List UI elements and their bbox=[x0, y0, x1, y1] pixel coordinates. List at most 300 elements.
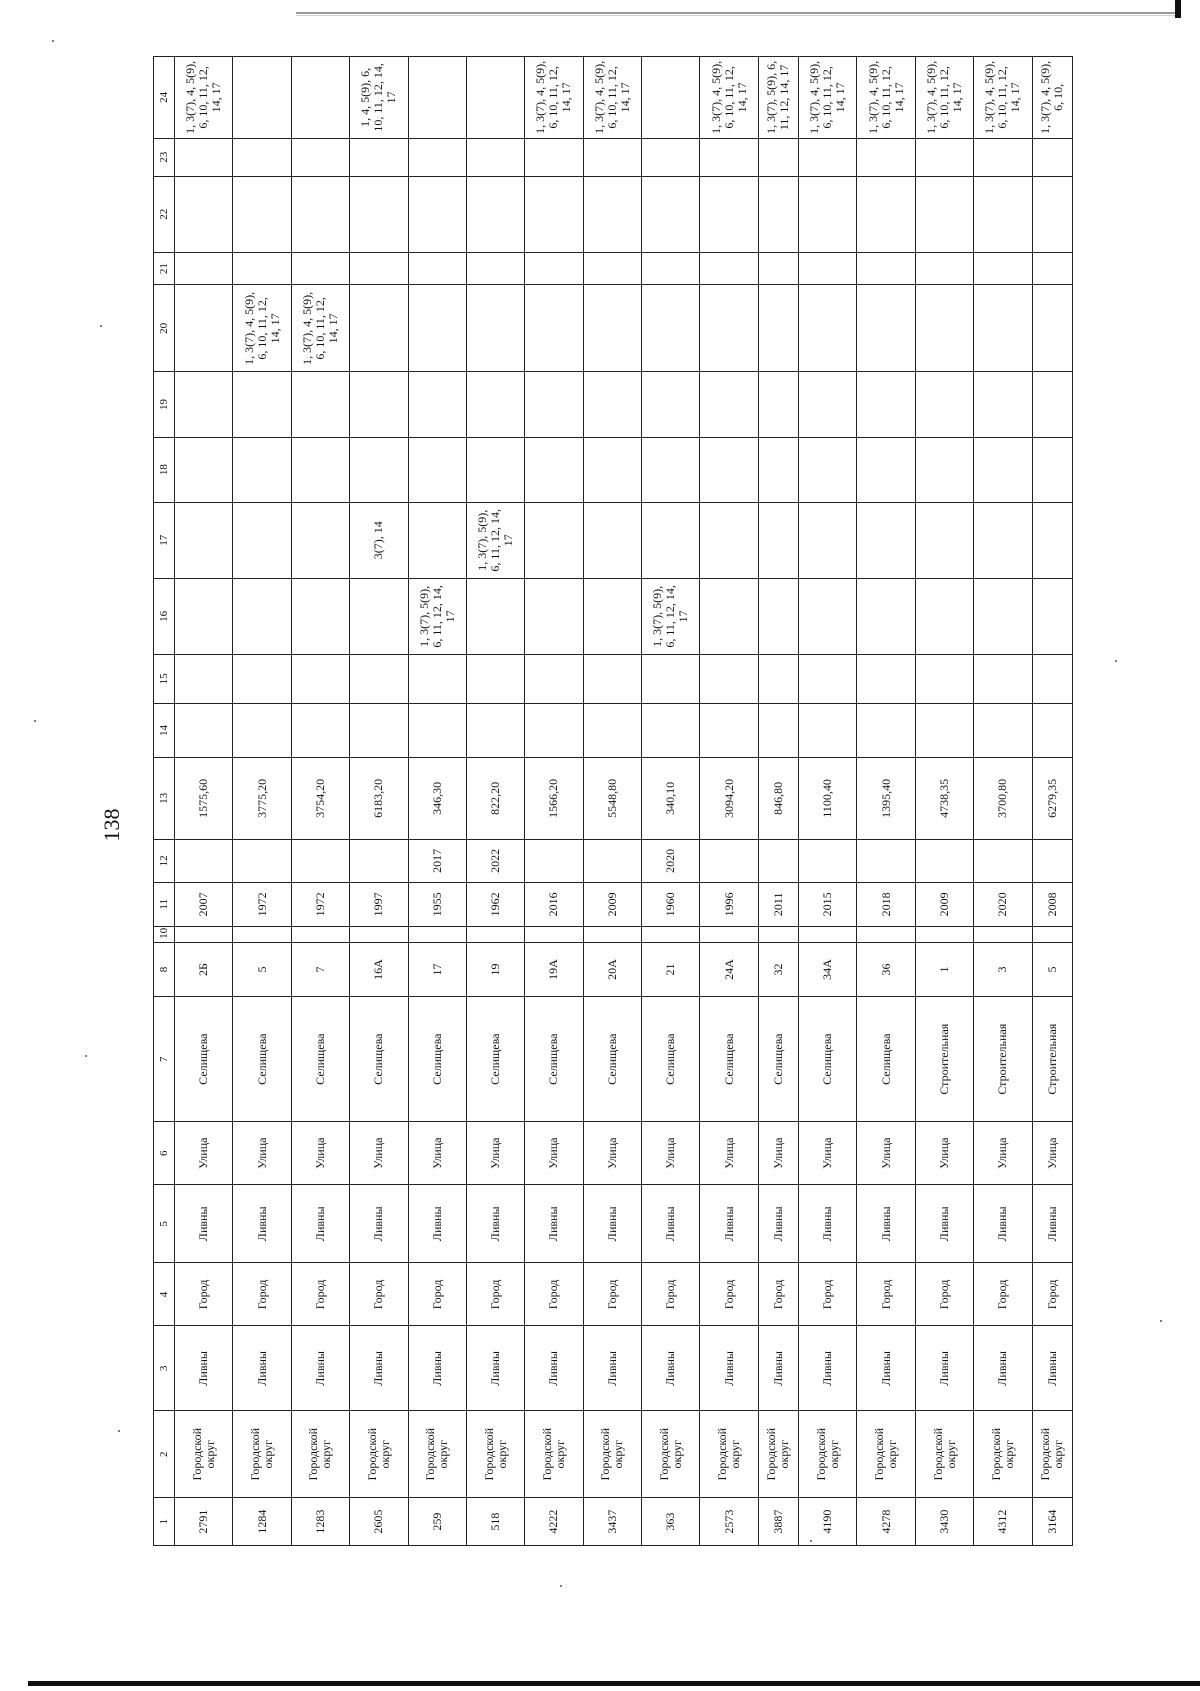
cell-c2: Городской округ bbox=[233, 1411, 291, 1498]
cell-c7: Селищева bbox=[583, 997, 641, 1122]
cell-c20 bbox=[700, 285, 758, 372]
housing-registry-table bbox=[153, 56, 1073, 1546]
cell-c24: 1, 3(7), 4, 5(9), 6, 10, 11, 12, 14, 17 bbox=[583, 57, 641, 139]
cell-c24: 1, 3(7), 5(9), 6, 11, 12, 14, 17 bbox=[758, 57, 798, 139]
cell-c24 bbox=[466, 57, 524, 139]
cell-c21 bbox=[466, 252, 524, 285]
cell-c11: 2009 bbox=[583, 883, 641, 926]
table-row bbox=[857, 57, 915, 1546]
cell-c11: 1960 bbox=[642, 883, 700, 926]
cell-c1: 1283 bbox=[291, 1498, 349, 1546]
cell-c7: Селищева bbox=[700, 997, 758, 1122]
table-row bbox=[408, 57, 466, 1546]
cell-c24: 1, 3(7), 4, 5(9), 6, 10, 11, 12, 14, 17 bbox=[799, 57, 857, 139]
cell-c19 bbox=[857, 372, 915, 437]
cell-c5: Ливны bbox=[408, 1185, 466, 1263]
cell-c24: 1, 4, 5(9), 6, 10, 11, 12, 14, 17 bbox=[350, 57, 408, 139]
cell-c4: Город bbox=[525, 1263, 583, 1326]
cell-c10 bbox=[758, 926, 798, 942]
cell-c14 bbox=[758, 703, 798, 757]
column-header: 18 bbox=[154, 437, 175, 502]
cell-c18 bbox=[525, 437, 583, 502]
column-header: 15 bbox=[154, 654, 175, 703]
cell-c16 bbox=[466, 578, 524, 654]
cell-c6: Улица bbox=[408, 1122, 466, 1185]
cell-c10 bbox=[799, 926, 857, 942]
cell-c8: 34А bbox=[799, 942, 857, 996]
cell-c19 bbox=[175, 372, 233, 437]
cell-c15 bbox=[466, 654, 524, 703]
cell-c18 bbox=[466, 437, 524, 502]
cell-c10 bbox=[466, 926, 524, 942]
cell-c16 bbox=[1032, 578, 1072, 654]
cell-c8: 36 bbox=[857, 942, 915, 996]
cell-c23 bbox=[583, 138, 641, 176]
column-header: 7 bbox=[154, 997, 175, 1122]
cell-c1: 4312 bbox=[974, 1498, 1032, 1546]
cell-c3: Ливны bbox=[291, 1326, 349, 1411]
cell-c11: 2020 bbox=[974, 883, 1032, 926]
cell-c21 bbox=[350, 252, 408, 285]
cell-c2: Городской округ bbox=[799, 1411, 857, 1498]
cell-c5: Ливны bbox=[1032, 1185, 1072, 1263]
cell-c15 bbox=[175, 654, 233, 703]
cell-c16: 1, 3(7), 5(9), 6, 11, 12, 14, 17 bbox=[408, 578, 466, 654]
cell-c18 bbox=[915, 437, 973, 502]
cell-c12: 2020 bbox=[642, 839, 700, 882]
cell-c18 bbox=[974, 437, 1032, 502]
cell-c11: 1955 bbox=[408, 883, 466, 926]
cell-c12: 2022 bbox=[466, 839, 524, 882]
cell-c22 bbox=[350, 176, 408, 252]
cell-c8: 2Б bbox=[175, 942, 233, 996]
cell-c5: Ливны bbox=[525, 1185, 583, 1263]
cell-c8: 5 bbox=[233, 942, 291, 996]
cell-c17 bbox=[1032, 502, 1072, 578]
column-header: 19 bbox=[154, 372, 175, 437]
cell-c2: Городской округ bbox=[974, 1411, 1032, 1498]
cell-c16 bbox=[915, 578, 973, 654]
cell-c1: 2791 bbox=[175, 1498, 233, 1546]
cell-c18 bbox=[700, 437, 758, 502]
cell-c14 bbox=[525, 703, 583, 757]
top-right-edge-mark bbox=[1175, 0, 1181, 18]
cell-c17 bbox=[525, 502, 583, 578]
cell-c15 bbox=[857, 654, 915, 703]
cell-c16 bbox=[525, 578, 583, 654]
cell-c8: 1 bbox=[915, 942, 973, 996]
cell-c18 bbox=[291, 437, 349, 502]
cell-c17 bbox=[233, 502, 291, 578]
scan-speck bbox=[118, 1430, 120, 1432]
cell-c17 bbox=[583, 502, 641, 578]
cell-c22 bbox=[466, 176, 524, 252]
cell-c19 bbox=[350, 372, 408, 437]
cell-c13: 1575,60 bbox=[175, 758, 233, 840]
cell-c19 bbox=[466, 372, 524, 437]
cell-c15 bbox=[700, 654, 758, 703]
cell-c20 bbox=[583, 285, 641, 372]
scan-speck bbox=[100, 325, 102, 327]
cell-c3: Ливны bbox=[915, 1326, 973, 1411]
cell-c24: 1, 3(7), 4, 5(9), 6, 10, 11, 12, 14, 17 bbox=[915, 57, 973, 139]
cell-c18 bbox=[642, 437, 700, 502]
cell-c17: 1, 3(7), 5(9), 6, 11, 12, 14, 17 bbox=[466, 502, 524, 578]
cell-c12 bbox=[583, 839, 641, 882]
cell-c15 bbox=[915, 654, 973, 703]
cell-c1: 2605 bbox=[350, 1498, 408, 1546]
cell-c2: Городской округ bbox=[758, 1411, 798, 1498]
cell-c13: 6183,20 bbox=[350, 758, 408, 840]
cell-c7: Селищева bbox=[291, 997, 349, 1122]
cell-c16 bbox=[350, 578, 408, 654]
cell-c21 bbox=[408, 252, 466, 285]
cell-c19 bbox=[799, 372, 857, 437]
cell-c10 bbox=[525, 926, 583, 942]
cell-c2: Городской округ bbox=[466, 1411, 524, 1498]
cell-c7: Селищева bbox=[758, 997, 798, 1122]
cell-c14 bbox=[175, 703, 233, 757]
cell-c2: Городской округ bbox=[408, 1411, 466, 1498]
cell-c3: Ливны bbox=[1032, 1326, 1072, 1411]
cell-c20 bbox=[915, 285, 973, 372]
cell-c1: 363 bbox=[642, 1498, 700, 1546]
cell-c23 bbox=[291, 138, 349, 176]
cell-c23 bbox=[175, 138, 233, 176]
cell-c3: Ливны bbox=[974, 1326, 1032, 1411]
cell-c24: 1, 3(7), 4, 5(9), 6, 10, 11, 12, 14, 17 bbox=[857, 57, 915, 139]
cell-c5: Ливны bbox=[350, 1185, 408, 1263]
cell-c4: Город bbox=[758, 1263, 798, 1326]
cell-c17 bbox=[799, 502, 857, 578]
cell-c15 bbox=[233, 654, 291, 703]
cell-c4: Город bbox=[175, 1263, 233, 1326]
cell-c1: 3887 bbox=[758, 1498, 798, 1546]
cell-c17 bbox=[408, 502, 466, 578]
cell-c21 bbox=[583, 252, 641, 285]
cell-c3: Ливны bbox=[466, 1326, 524, 1411]
cell-c1: 3164 bbox=[1032, 1498, 1072, 1546]
cell-c24: 1, 3(7), 4, 5(9), 6, 10, 11, 12, 14, 17 bbox=[974, 57, 1032, 139]
cell-c13: 3775,20 bbox=[233, 758, 291, 840]
cell-c18 bbox=[233, 437, 291, 502]
cell-c16: 1, 3(7), 5(9), 6, 11, 12, 14, 17 bbox=[642, 578, 700, 654]
cell-c13: 346,30 bbox=[408, 758, 466, 840]
cell-c10 bbox=[350, 926, 408, 942]
cell-c21 bbox=[915, 252, 973, 285]
scan-speck bbox=[1160, 1320, 1162, 1322]
cell-c2: Городской округ bbox=[350, 1411, 408, 1498]
cell-c8: 3 bbox=[974, 942, 1032, 996]
cell-c4: Город bbox=[915, 1263, 973, 1326]
scan-speck bbox=[34, 720, 36, 722]
cell-c14 bbox=[350, 703, 408, 757]
cell-c15 bbox=[291, 654, 349, 703]
cell-c10 bbox=[857, 926, 915, 942]
cell-c14 bbox=[799, 703, 857, 757]
cell-c4: Город bbox=[583, 1263, 641, 1326]
cell-c8: 20А bbox=[583, 942, 641, 996]
cell-c18 bbox=[350, 437, 408, 502]
cell-c14 bbox=[915, 703, 973, 757]
cell-c21 bbox=[1032, 252, 1072, 285]
table-body bbox=[175, 57, 1073, 1546]
cell-c4: Город bbox=[642, 1263, 700, 1326]
cell-c20 bbox=[525, 285, 583, 372]
column-header: 24 bbox=[154, 57, 175, 139]
cell-c8: 24А bbox=[700, 942, 758, 996]
cell-c23 bbox=[700, 138, 758, 176]
cell-c12 bbox=[799, 839, 857, 882]
cell-c14 bbox=[1032, 703, 1072, 757]
cell-c12 bbox=[1032, 839, 1072, 882]
column-number-row bbox=[154, 57, 175, 1546]
cell-c8: 16А bbox=[350, 942, 408, 996]
table-row bbox=[466, 57, 524, 1546]
table-row bbox=[583, 57, 641, 1546]
column-header: 10 bbox=[154, 926, 175, 942]
cell-c21 bbox=[642, 252, 700, 285]
cell-c21 bbox=[175, 252, 233, 285]
cell-c15 bbox=[642, 654, 700, 703]
cell-c18 bbox=[583, 437, 641, 502]
cell-c1: 4222 bbox=[525, 1498, 583, 1546]
cell-c11: 2011 bbox=[758, 883, 798, 926]
cell-c16 bbox=[974, 578, 1032, 654]
cell-c19 bbox=[408, 372, 466, 437]
cell-c4: Город bbox=[857, 1263, 915, 1326]
cell-c23 bbox=[1032, 138, 1072, 176]
page-number: 138 bbox=[99, 808, 124, 842]
cell-c17 bbox=[857, 502, 915, 578]
cell-c22 bbox=[525, 176, 583, 252]
cell-c2: Городской округ bbox=[1032, 1411, 1072, 1498]
cell-c10 bbox=[291, 926, 349, 942]
cell-c23 bbox=[915, 138, 973, 176]
cell-c19 bbox=[915, 372, 973, 437]
cell-c23 bbox=[857, 138, 915, 176]
column-header: 21 bbox=[154, 252, 175, 285]
cell-c7: Селищева bbox=[857, 997, 915, 1122]
cell-c13: 3094,20 bbox=[700, 758, 758, 840]
cell-c21 bbox=[799, 252, 857, 285]
cell-c23 bbox=[758, 138, 798, 176]
cell-c6: Улица bbox=[857, 1122, 915, 1185]
cell-c16 bbox=[291, 578, 349, 654]
cell-c1: 1284 bbox=[233, 1498, 291, 1546]
table-row bbox=[1032, 57, 1072, 1546]
cell-c2: Городской округ bbox=[857, 1411, 915, 1498]
cell-c5: Ливны bbox=[915, 1185, 973, 1263]
cell-c22 bbox=[583, 176, 641, 252]
cell-c6: Улица bbox=[700, 1122, 758, 1185]
cell-c22 bbox=[758, 176, 798, 252]
cell-c16 bbox=[857, 578, 915, 654]
cell-c3: Ливны bbox=[233, 1326, 291, 1411]
cell-c4: Город bbox=[700, 1263, 758, 1326]
cell-c13: 5548,80 bbox=[583, 758, 641, 840]
cell-c5: Ливны bbox=[233, 1185, 291, 1263]
cell-c23 bbox=[466, 138, 524, 176]
cell-c6: Улица bbox=[233, 1122, 291, 1185]
cell-c6: Улица bbox=[799, 1122, 857, 1185]
cell-c3: Ливны bbox=[799, 1326, 857, 1411]
cell-c10 bbox=[583, 926, 641, 942]
cell-c2: Городской округ bbox=[175, 1411, 233, 1498]
cell-c22 bbox=[233, 176, 291, 252]
cell-c18 bbox=[758, 437, 798, 502]
cell-c21 bbox=[233, 252, 291, 285]
scan-speck bbox=[85, 1055, 87, 1057]
cell-c16 bbox=[700, 578, 758, 654]
cell-c23 bbox=[350, 138, 408, 176]
cell-c8: 17 bbox=[408, 942, 466, 996]
cell-c24: 1, 3(7), 4, 5(9), 6, 10, bbox=[1032, 57, 1072, 139]
cell-c3: Ливны bbox=[408, 1326, 466, 1411]
cell-c24: 1, 3(7), 4, 5(9), 6, 10, 11, 12, 14, 17 bbox=[525, 57, 583, 139]
cell-c21 bbox=[700, 252, 758, 285]
cell-c22 bbox=[642, 176, 700, 252]
column-header: 2 bbox=[154, 1411, 175, 1498]
column-header: 5 bbox=[154, 1185, 175, 1263]
cell-c4: Город bbox=[408, 1263, 466, 1326]
table-row bbox=[799, 57, 857, 1546]
table-header bbox=[154, 57, 175, 1546]
cell-c6: Улица bbox=[974, 1122, 1032, 1185]
bottom-scan-line bbox=[28, 1681, 1200, 1686]
cell-c22 bbox=[408, 176, 466, 252]
cell-c7: Селищева bbox=[466, 997, 524, 1122]
cell-c19 bbox=[291, 372, 349, 437]
cell-c3: Ливны bbox=[758, 1326, 798, 1411]
cell-c1: 2573 bbox=[700, 1498, 758, 1546]
cell-c7: Строительная bbox=[974, 997, 1032, 1122]
top-scan-line-shadow bbox=[296, 15, 1176, 16]
column-header: 4 bbox=[154, 1263, 175, 1326]
cell-c5: Ливны bbox=[857, 1185, 915, 1263]
cell-c20: 1, 3(7), 4, 5(9), 6, 10, 11, 12, 14, 17 bbox=[291, 285, 349, 372]
column-header: 16 bbox=[154, 578, 175, 654]
cell-c19 bbox=[233, 372, 291, 437]
cell-c22 bbox=[974, 176, 1032, 252]
cell-c24 bbox=[233, 57, 291, 139]
cell-c20: 1, 3(7), 4, 5(9), 6, 10, 11, 12, 14, 17 bbox=[233, 285, 291, 372]
cell-c5: Ливны bbox=[175, 1185, 233, 1263]
scan-speck bbox=[560, 1585, 562, 1587]
cell-c2: Городской округ bbox=[642, 1411, 700, 1498]
cell-c2: Городской округ bbox=[915, 1411, 973, 1498]
cell-c10 bbox=[974, 926, 1032, 942]
cell-c14 bbox=[857, 703, 915, 757]
cell-c20 bbox=[1032, 285, 1072, 372]
cell-c5: Ливны bbox=[799, 1185, 857, 1263]
cell-c22 bbox=[915, 176, 973, 252]
column-header: 8 bbox=[154, 942, 175, 996]
cell-c18 bbox=[1032, 437, 1072, 502]
cell-c5: Ливны bbox=[466, 1185, 524, 1263]
cell-c7: Селищева bbox=[408, 997, 466, 1122]
cell-c6: Улица bbox=[291, 1122, 349, 1185]
cell-c12 bbox=[700, 839, 758, 882]
cell-c6: Улица bbox=[583, 1122, 641, 1185]
cell-c7: Селищева bbox=[799, 997, 857, 1122]
cell-c21 bbox=[525, 252, 583, 285]
column-header: 12 bbox=[154, 839, 175, 882]
cell-c10 bbox=[642, 926, 700, 942]
cell-c5: Ливны bbox=[974, 1185, 1032, 1263]
cell-c24: 1, 3(7), 4, 5(9), 6, 10, 11, 12, 14, 17 bbox=[700, 57, 758, 139]
cell-c14 bbox=[466, 703, 524, 757]
cell-c22 bbox=[1032, 176, 1072, 252]
cell-c11: 2015 bbox=[799, 883, 857, 926]
cell-c4: Город bbox=[350, 1263, 408, 1326]
cell-c2: Городской округ bbox=[583, 1411, 641, 1498]
cell-c10 bbox=[233, 926, 291, 942]
cell-c12 bbox=[758, 839, 798, 882]
cell-c5: Ливны bbox=[758, 1185, 798, 1263]
cell-c15 bbox=[799, 654, 857, 703]
cell-c11: 2008 bbox=[1032, 883, 1072, 926]
cell-c6: Улица bbox=[466, 1122, 524, 1185]
cell-c4: Город bbox=[291, 1263, 349, 1326]
table-row bbox=[915, 57, 973, 1546]
cell-c23 bbox=[233, 138, 291, 176]
cell-c4: Город bbox=[1032, 1263, 1072, 1326]
cell-c13: 340,10 bbox=[642, 758, 700, 840]
cell-c5: Ливны bbox=[291, 1185, 349, 1263]
cell-c4: Город bbox=[466, 1263, 524, 1326]
cell-c13: 1100,40 bbox=[799, 758, 857, 840]
column-header: 6 bbox=[154, 1122, 175, 1185]
cell-c18 bbox=[857, 437, 915, 502]
cell-c13: 3700,80 bbox=[974, 758, 1032, 840]
cell-c7: Селищева bbox=[233, 997, 291, 1122]
table-row bbox=[291, 57, 349, 1546]
column-header: 13 bbox=[154, 758, 175, 840]
cell-c8: 7 bbox=[291, 942, 349, 996]
cell-c23 bbox=[525, 138, 583, 176]
cell-c11: 2016 bbox=[525, 883, 583, 926]
cell-c20 bbox=[642, 285, 700, 372]
cell-c5: Ливны bbox=[700, 1185, 758, 1263]
cell-c23 bbox=[408, 138, 466, 176]
cell-c20 bbox=[466, 285, 524, 372]
cell-c1: 4278 bbox=[857, 1498, 915, 1546]
cell-c15 bbox=[758, 654, 798, 703]
column-header: 20 bbox=[154, 285, 175, 372]
cell-c4: Город bbox=[233, 1263, 291, 1326]
cell-c22 bbox=[799, 176, 857, 252]
cell-c3: Ливны bbox=[583, 1326, 641, 1411]
cell-c11: 1972 bbox=[291, 883, 349, 926]
cell-c13: 4738,35 bbox=[915, 758, 973, 840]
cell-c19 bbox=[974, 372, 1032, 437]
cell-c11: 2007 bbox=[175, 883, 233, 926]
cell-c3: Ливны bbox=[350, 1326, 408, 1411]
cell-c1: 4190 bbox=[799, 1498, 857, 1546]
cell-c13: 822,20 bbox=[466, 758, 524, 840]
cell-c12 bbox=[175, 839, 233, 882]
cell-c17 bbox=[291, 502, 349, 578]
table-row bbox=[758, 57, 798, 1546]
cell-c7: Селищева bbox=[175, 997, 233, 1122]
cell-c20 bbox=[799, 285, 857, 372]
cell-c23 bbox=[642, 138, 700, 176]
cell-c12 bbox=[915, 839, 973, 882]
cell-c20 bbox=[974, 285, 1032, 372]
cell-c1: 259 bbox=[408, 1498, 466, 1546]
cell-c14 bbox=[291, 703, 349, 757]
